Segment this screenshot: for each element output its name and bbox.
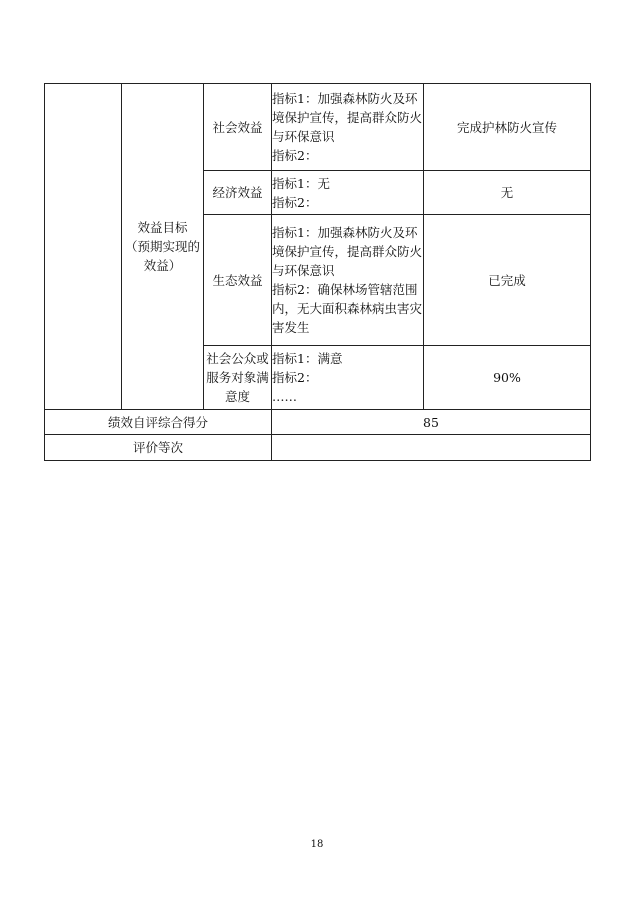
indicator-cell	[272, 84, 424, 171]
category-label: 意度	[224, 389, 250, 404]
page-number: 18	[310, 839, 324, 850]
table-row	[45, 435, 591, 461]
category-label: 经济效益	[212, 185, 263, 200]
benefit-goal-label-line: 效益）	[143, 258, 182, 273]
indicator-cell	[272, 215, 424, 346]
indicator-line: 指标1：无	[272, 175, 330, 191]
indicator-line: 境保护宣传，提高群众防火	[272, 244, 423, 259]
indicator-cell	[272, 346, 424, 410]
result-value: 无	[500, 185, 514, 200]
benefit-goal-label-line: 效益目标	[137, 220, 188, 235]
indicator-line: 境保护宣传，提高群众防火	[272, 110, 423, 125]
category-label: 社会公众或	[206, 351, 269, 366]
indicator-line: 指标2：	[272, 148, 318, 163]
indicator-line: 害发生	[272, 320, 310, 335]
category-cell	[204, 171, 272, 215]
benefit-goal-label-cell	[122, 84, 204, 410]
indicator-line: 指标2：	[272, 194, 318, 210]
table-row	[45, 84, 591, 171]
category-cell	[204, 84, 272, 171]
category-label: 生态效益	[212, 272, 263, 288]
performance-table	[44, 83, 591, 461]
table-row	[45, 410, 591, 435]
indicator-cell	[272, 171, 424, 215]
result-cell	[424, 346, 591, 410]
grade-label-cell	[45, 435, 272, 461]
score-value: 85	[423, 414, 439, 430]
score-label: 绩效自评综合得分	[107, 414, 208, 430]
indicator-line: 内，无大面积森林病虫害灾	[272, 301, 423, 316]
grade-label: 评价等次	[132, 440, 183, 455]
category-cell	[204, 346, 272, 410]
result-cell	[424, 215, 591, 346]
score-value-cell	[272, 410, 591, 435]
indicator-line: 与环保意识	[272, 263, 335, 278]
indicator-line: 指标2：确保林场管辖范围	[272, 282, 418, 297]
grade-value-cell	[272, 435, 591, 461]
benefit-goal-label-line: （预期实现的	[124, 239, 200, 254]
indicator-line: 与环保意识	[272, 129, 335, 144]
indicator-line: ……	[272, 389, 297, 404]
category-label: 服务对象满	[206, 370, 269, 385]
indicator-line: 指标1：加强森林防火及环	[272, 91, 418, 106]
result-value: 完成护林防火宣传	[456, 119, 557, 135]
indicator-line: 指标2：	[272, 370, 318, 385]
result-cell	[424, 171, 591, 215]
category-cell	[204, 215, 272, 346]
category-label: 社会效益	[212, 119, 263, 135]
result-value: 90%	[493, 370, 521, 385]
result-cell	[424, 84, 591, 171]
blank-first-column-cell	[45, 84, 122, 410]
score-label-cell	[45, 410, 272, 435]
result-value: 已完成	[488, 272, 526, 288]
indicator-line: 指标1：加强森林防火及环	[272, 225, 418, 240]
indicator-line: 指标1：满意	[272, 351, 343, 366]
